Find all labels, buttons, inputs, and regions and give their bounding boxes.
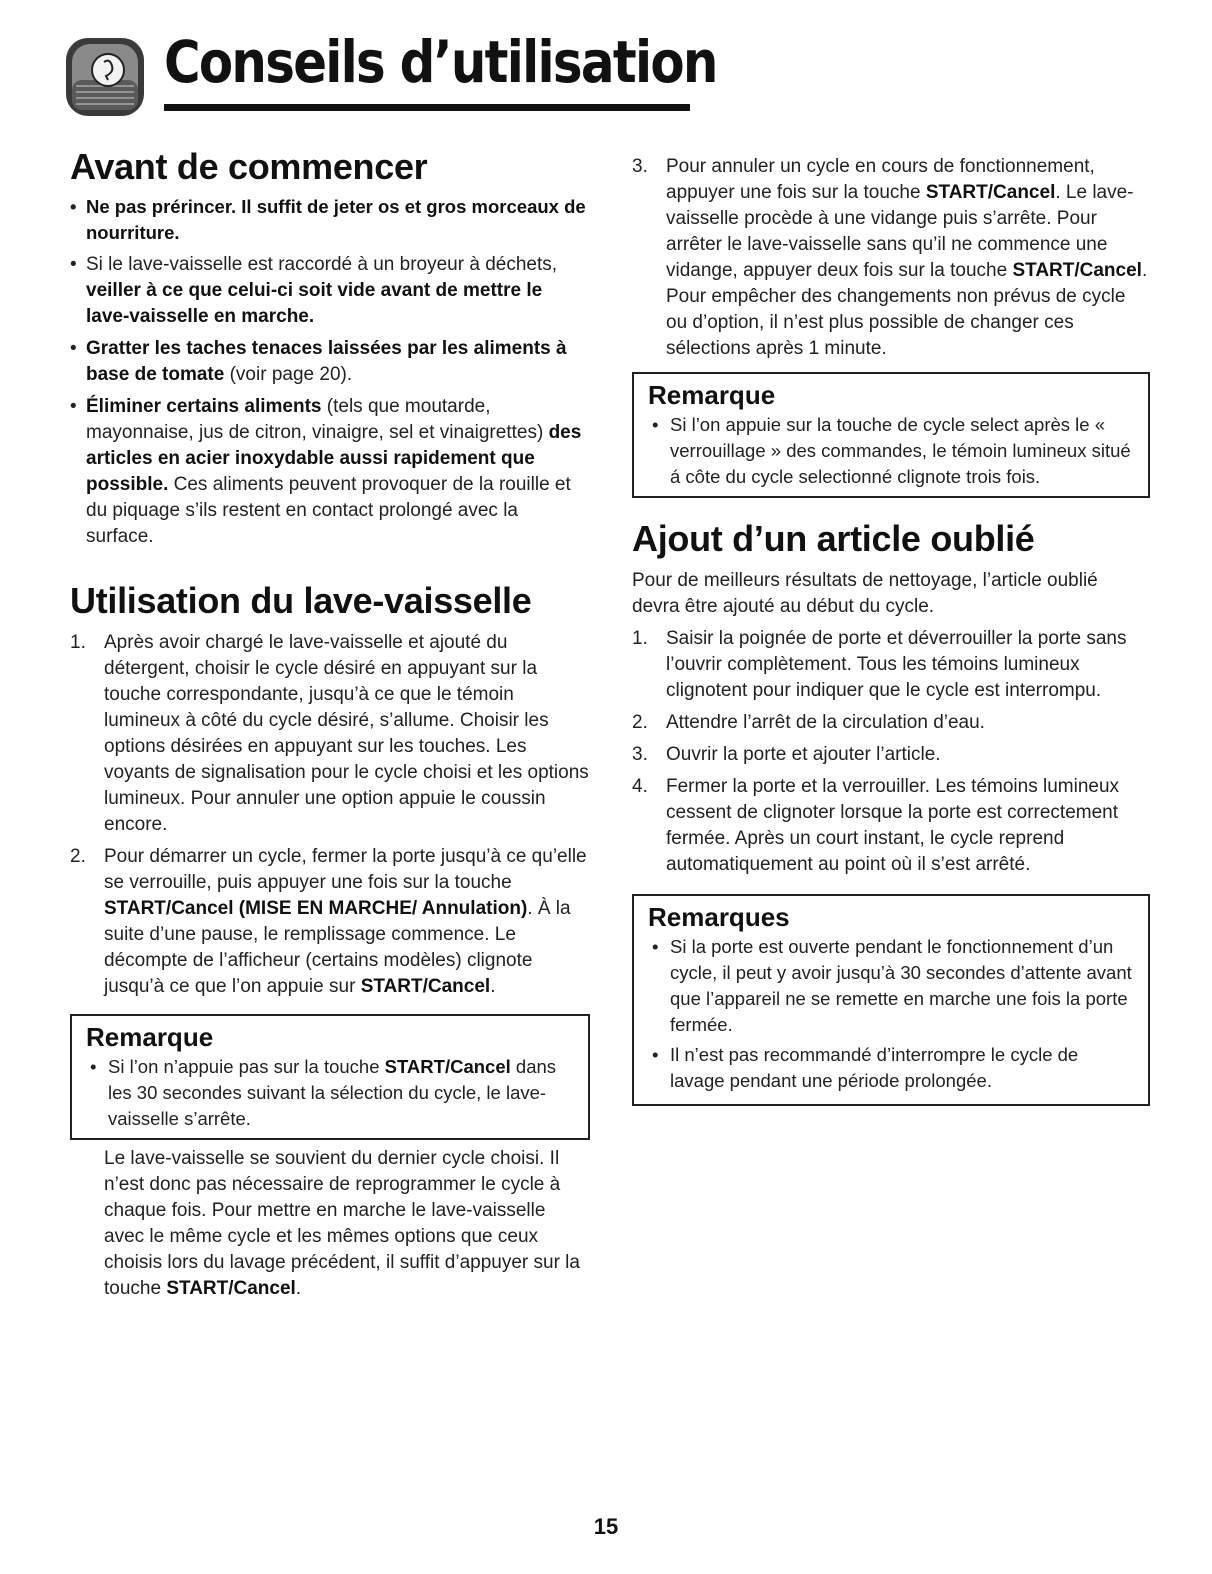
section-heading-ajout: Ajout d’un article oublié <box>632 518 1035 559</box>
note-box-porte <box>632 894 1150 1106</box>
list-item <box>632 154 1150 362</box>
note-item: • Si l’on appuie sur la touche de cycle select après le « verrouillage » des commandes, le témoin lumineux situé á côte du cycle selectionné clignote trois fois. <box>648 412 1134 490</box>
step-number: 3. <box>632 744 648 765</box>
step-text: . Pour empêcher des changements non prévus de cycle ou d’option, il n’est plus possible de changer ces sélections après 1 minute. <box>666 260 1148 359</box>
paragraph-text: Le lave-vaisselle se souvient du dernier cycle choisi. Il n’est donc pas nécessaire de reprogrammer le cycle à chaque fois. Pour mettre en marche le lave-vaisselle avec le même cycle et les mêmes options que ceux choisis lors du lavage précédent, il suffit d’appuyer sur la touche <box>104 1148 580 1299</box>
list-item <box>632 774 1150 878</box>
list-item <box>70 194 590 246</box>
item-text: Si le lave-vaisselle est raccordé à un broyeur à déchets, <box>86 254 558 275</box>
memory-paragraph <box>104 1146 590 1302</box>
right-column <box>632 154 1150 1106</box>
list-item <box>70 394 590 550</box>
dishwasher-icon <box>62 34 148 120</box>
title-underline <box>164 104 690 111</box>
note-box-verrouillage <box>632 372 1150 498</box>
page-number: 15 <box>593 1514 619 1539</box>
note-item <box>86 1054 574 1132</box>
list-item <box>632 710 1150 736</box>
step-bold-text: START/Cancel <box>925 182 1056 203</box>
step-number: 1. <box>632 628 648 649</box>
step-bold-text: START/Cancel <box>1012 260 1142 281</box>
note-box-start-cancel <box>70 1014 590 1140</box>
step-text: Pour démarrer un cycle, fermer la porte jusqu’à ce qu’elle se verrouille, puis appuyer une fois sur la touche <box>104 846 587 893</box>
list-item <box>632 626 1150 704</box>
step-number: 2. <box>632 712 648 733</box>
note-title: Remarque <box>648 380 776 410</box>
item-text: Ces aliments peuvent provoquer de la rouille et du piquage s’ils restent en contact prolongé avec la surface. <box>86 474 571 547</box>
item-text: (voir page 20). <box>224 364 353 385</box>
step-number: 3. <box>632 156 648 177</box>
step-number: 2. <box>70 846 86 867</box>
step-text: Après avoir chargé le lave-vaisselle et ajouté du détergent, choisir le cycle désiré en appuyant sur la touche correspondante, jusqu’à ce que le témoin lumineux à côté du cycle désiré, s’allume. Choisir les options désirées en appuyant sur les touches. Les voyants de signalisation pour le cycle choisi et les options lumineux. Pour annuler une option appuie le coussin encore. <box>104 632 589 835</box>
list-item <box>632 742 1150 768</box>
left-column <box>70 146 590 1302</box>
item-text: (tels que moutarde, mayonnaise, jus de citron, vinaigre, sel et vinaigrettes) <box>86 396 549 443</box>
item-bold-text: Éliminer certains aliments <box>86 396 322 417</box>
page-header <box>62 26 717 122</box>
item-bold-text: Gratter les taches tenaces laissées par les aliments à base de tomate <box>86 338 567 385</box>
step-bold-text: START/Cancel <box>360 976 491 997</box>
ajout-steps <box>632 626 1150 878</box>
step-text: Pour annuler un cycle en cours de fonctionnement, appuyer une fois sur la touche <box>666 156 1095 203</box>
step-text: Fermer la porte et la verrouiller. Les témoins lumineux cessent de clignoter lorsque la porte est correctement fermée. Après un court instant, le cycle reprend automatiquement au point où il s’est arrêté. <box>666 776 1120 875</box>
item-bold-text: des articles en acier inoxydable aussi rapidement que possible. <box>86 422 582 495</box>
step-text: . Le lave-vaisselle procède à une vidange puis s’arrête. Pour arrêter le lave-vaisselle sans qu’il ne commence une vidange, appuyer deux fois sur la touche <box>666 182 1134 281</box>
paragraph-text: . <box>295 1278 302 1299</box>
list-item <box>70 630 590 838</box>
avant-list <box>70 194 590 550</box>
step-text: . À la suite d’une pause, le remplissage commence. Le décompte de l’afficheur (certains modèles) clignote jusqu’à ce que l’on appuie sur <box>104 898 571 997</box>
note-text: Si l’on n’appuie pas sur la touche <box>108 1056 385 1077</box>
section-heading-avant: Avant de commencer <box>70 146 428 187</box>
note-item: • Il n’est pas recommandé d’interrompre le cycle de lavage pendant une période prolongée. <box>648 1042 1134 1094</box>
step-text: Ouvrir la porte et ajouter l’article. <box>666 744 941 765</box>
item-bold-text: Ne pas prérincer. Il suffit de jeter os et gros morceaux de nourriture. <box>86 196 586 243</box>
note-bold-text: START/Cancel <box>384 1056 511 1077</box>
step-text: Saisir la poignée de porte et déverrouiller la porte sans l’ouvrir complètement. Tous les témoins lumineux clignotent pour indiquer que le cycle est interrompu. <box>666 628 1127 701</box>
section-heading-utilisation: Utilisation du lave-vaisselle <box>70 580 532 621</box>
item-bold-text: veiller à ce que celui-ci soit vide avant de mettre le lave-vaisselle en marche. <box>86 280 543 327</box>
page-title: Conseils d’utilisation <box>164 28 717 96</box>
note-text: dans les 30 secondes suivant la sélection du cycle, le lave-vaisselle s’arrête. <box>108 1056 557 1129</box>
ajout-intro: Pour de meilleurs résultats de nettoyage, l’article oublié devra être ajouté au début du cycle. <box>632 570 1098 617</box>
list-item <box>70 336 590 388</box>
list-item <box>70 252 590 330</box>
step-number: 4. <box>632 776 648 797</box>
step-text: . <box>490 976 496 997</box>
utilisation-steps-continued <box>632 154 1150 362</box>
step-bold-text: START/Cancel (MISE EN MARCHE/ Annulation) <box>104 898 528 919</box>
list-item <box>70 844 590 1000</box>
step-text: Attendre l’arrêt de la circulation d’eau. <box>666 712 985 733</box>
paragraph-bold-text: START/Cancel <box>166 1278 296 1299</box>
step-number: 1. <box>70 632 86 653</box>
note-title: Remarques <box>648 902 790 932</box>
utilisation-steps <box>70 630 590 1000</box>
note-title: Remarque <box>86 1022 214 1052</box>
note-item: • Si la porte est ouverte pendant le fonctionnement d’un cycle, il peut y avoir jusqu’à 30 secondes d’attente avant que l’appareil ne se remette en marche une fois la porte fermée. <box>648 934 1134 1038</box>
